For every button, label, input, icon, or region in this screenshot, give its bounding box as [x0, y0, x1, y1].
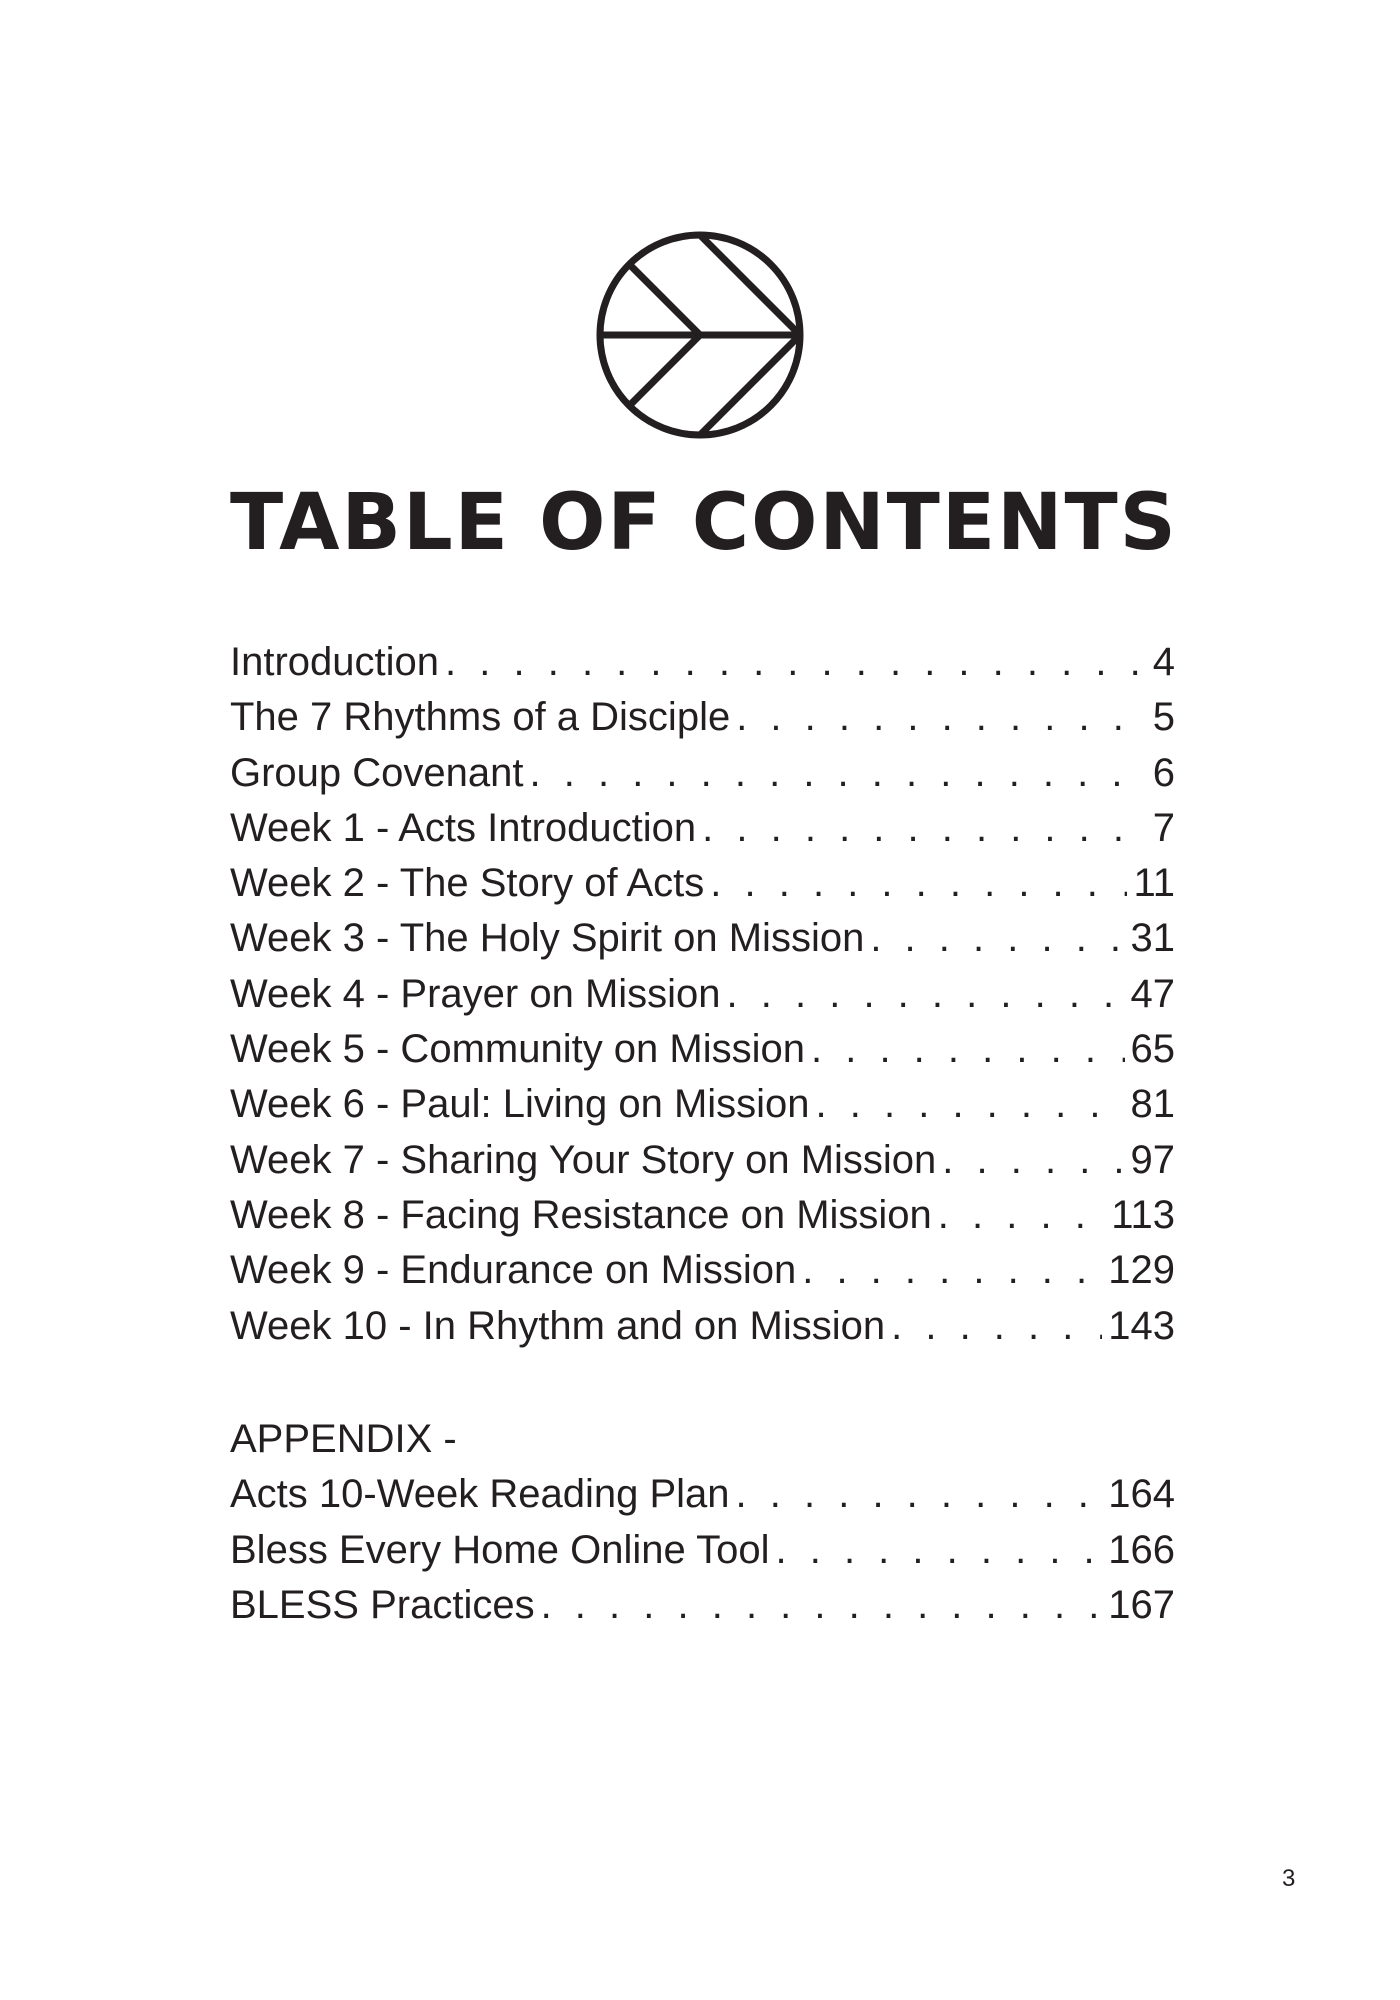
- dot-leader: [702, 801, 1147, 856]
- toc-entry-page: 11: [1133, 861, 1175, 906]
- page-title: TABLE OF CONTENTS: [230, 478, 1178, 568]
- toc-entry[interactable]: [230, 1133, 1175, 1188]
- toc-entry-page: 129: [1108, 1248, 1175, 1293]
- dot-leader: [938, 1188, 1105, 1243]
- toc-entry[interactable]: [230, 746, 1175, 801]
- toc-entry-label: Week 6 - Paul: Living on Mission: [230, 1082, 810, 1127]
- dot-leader: [891, 1299, 1102, 1354]
- toc-entry[interactable]: [230, 1022, 1175, 1077]
- toc-entry-label: Week 1 - Acts Introduction: [230, 805, 697, 850]
- toc-entry-page: 143: [1108, 1303, 1175, 1348]
- toc-entry[interactable]: [230, 1299, 1175, 1354]
- appendix-entry-page: 167: [1108, 1582, 1175, 1627]
- toc-entry-label: Week 7 - Sharing Your Story on Mission: [230, 1137, 937, 1182]
- toc-entry[interactable]: [230, 911, 1175, 966]
- toc-entry[interactable]: [230, 690, 1175, 745]
- dot-leader: [870, 911, 1124, 966]
- appendix-entry[interactable]: [230, 1523, 1175, 1578]
- toc-entry-label: Week 8 - Facing Resistance on Mission: [230, 1192, 932, 1237]
- toc-list: [230, 635, 1175, 1354]
- toc-entry-page: 47: [1130, 971, 1175, 1016]
- page-number: 3: [1282, 1865, 1296, 1892]
- dot-leader: [445, 635, 1147, 690]
- toc-entry-page: 31: [1130, 916, 1175, 961]
- toc-entry[interactable]: [230, 1077, 1175, 1132]
- toc-entry[interactable]: [230, 967, 1175, 1022]
- appendix-section: [230, 1412, 1175, 1633]
- appendix-heading: APPENDIX -: [230, 1417, 457, 1461]
- toc-entry-label: Week 9 - Endurance on Mission: [230, 1248, 797, 1293]
- toc-entry-page: 113: [1111, 1192, 1175, 1237]
- toc-entry-label: Introduction: [230, 640, 440, 684]
- appendix-entry-label: BLESS Practices: [230, 1582, 535, 1627]
- appendix-entry[interactable]: [230, 1467, 1175, 1522]
- dot-leader: [530, 746, 1147, 801]
- toc-entry-label: Week 3 - The Holy Spirit on Mission: [230, 916, 865, 961]
- dot-leader: [736, 1467, 1103, 1522]
- dot-leader: [736, 690, 1147, 745]
- toc-entry-page: 6: [1152, 750, 1175, 795]
- toc-entry-page: 7: [1152, 805, 1175, 850]
- toc-entry-page: 97: [1130, 1137, 1175, 1182]
- dot-leader: [541, 1578, 1103, 1633]
- toc-entry[interactable]: [230, 1188, 1175, 1243]
- toc-entry-label: The 7 Rhythms of a Disciple: [230, 695, 731, 740]
- toc-entry-page: 5: [1152, 695, 1175, 740]
- toc-entry[interactable]: [230, 801, 1175, 856]
- toc-entry-page: 4: [1152, 640, 1175, 684]
- appendix-entry[interactable]: [230, 1578, 1175, 1633]
- circle-chevron-arrow-icon: [594, 229, 806, 441]
- appendix-entry-label: Acts 10-Week Reading Plan: [230, 1472, 730, 1517]
- toc-entry-label: Week 10 - In Rhythm and on Mission: [230, 1303, 886, 1348]
- dot-leader: [816, 1077, 1125, 1132]
- appendix-entry-label: Bless Every Home Online Tool: [230, 1527, 770, 1572]
- toc-entry-label: Week 2 - The Story of Acts: [230, 861, 705, 906]
- dot-leader: [727, 967, 1125, 1022]
- toc-entry-label: Week 4 - Prayer on Mission: [230, 971, 721, 1016]
- toc-entry[interactable]: [230, 635, 1175, 690]
- dot-leader: [802, 1243, 1102, 1298]
- toc-entry-label: Week 5 - Community on Mission: [230, 1027, 805, 1072]
- dot-leader: [776, 1523, 1103, 1578]
- toc-entry-page: 81: [1130, 1082, 1175, 1127]
- dot-leader: [942, 1133, 1124, 1188]
- toc-entry[interactable]: [230, 1243, 1175, 1298]
- dot-leader: [811, 1022, 1125, 1077]
- toc-entry-label: Group Covenant: [230, 750, 524, 795]
- toc-entry[interactable]: [230, 856, 1175, 911]
- appendix-entry-page: 164: [1108, 1472, 1175, 1517]
- appendix-entry-page: 166: [1108, 1527, 1175, 1572]
- toc-entry-page: 65: [1130, 1027, 1175, 1072]
- dot-leader: [710, 856, 1127, 911]
